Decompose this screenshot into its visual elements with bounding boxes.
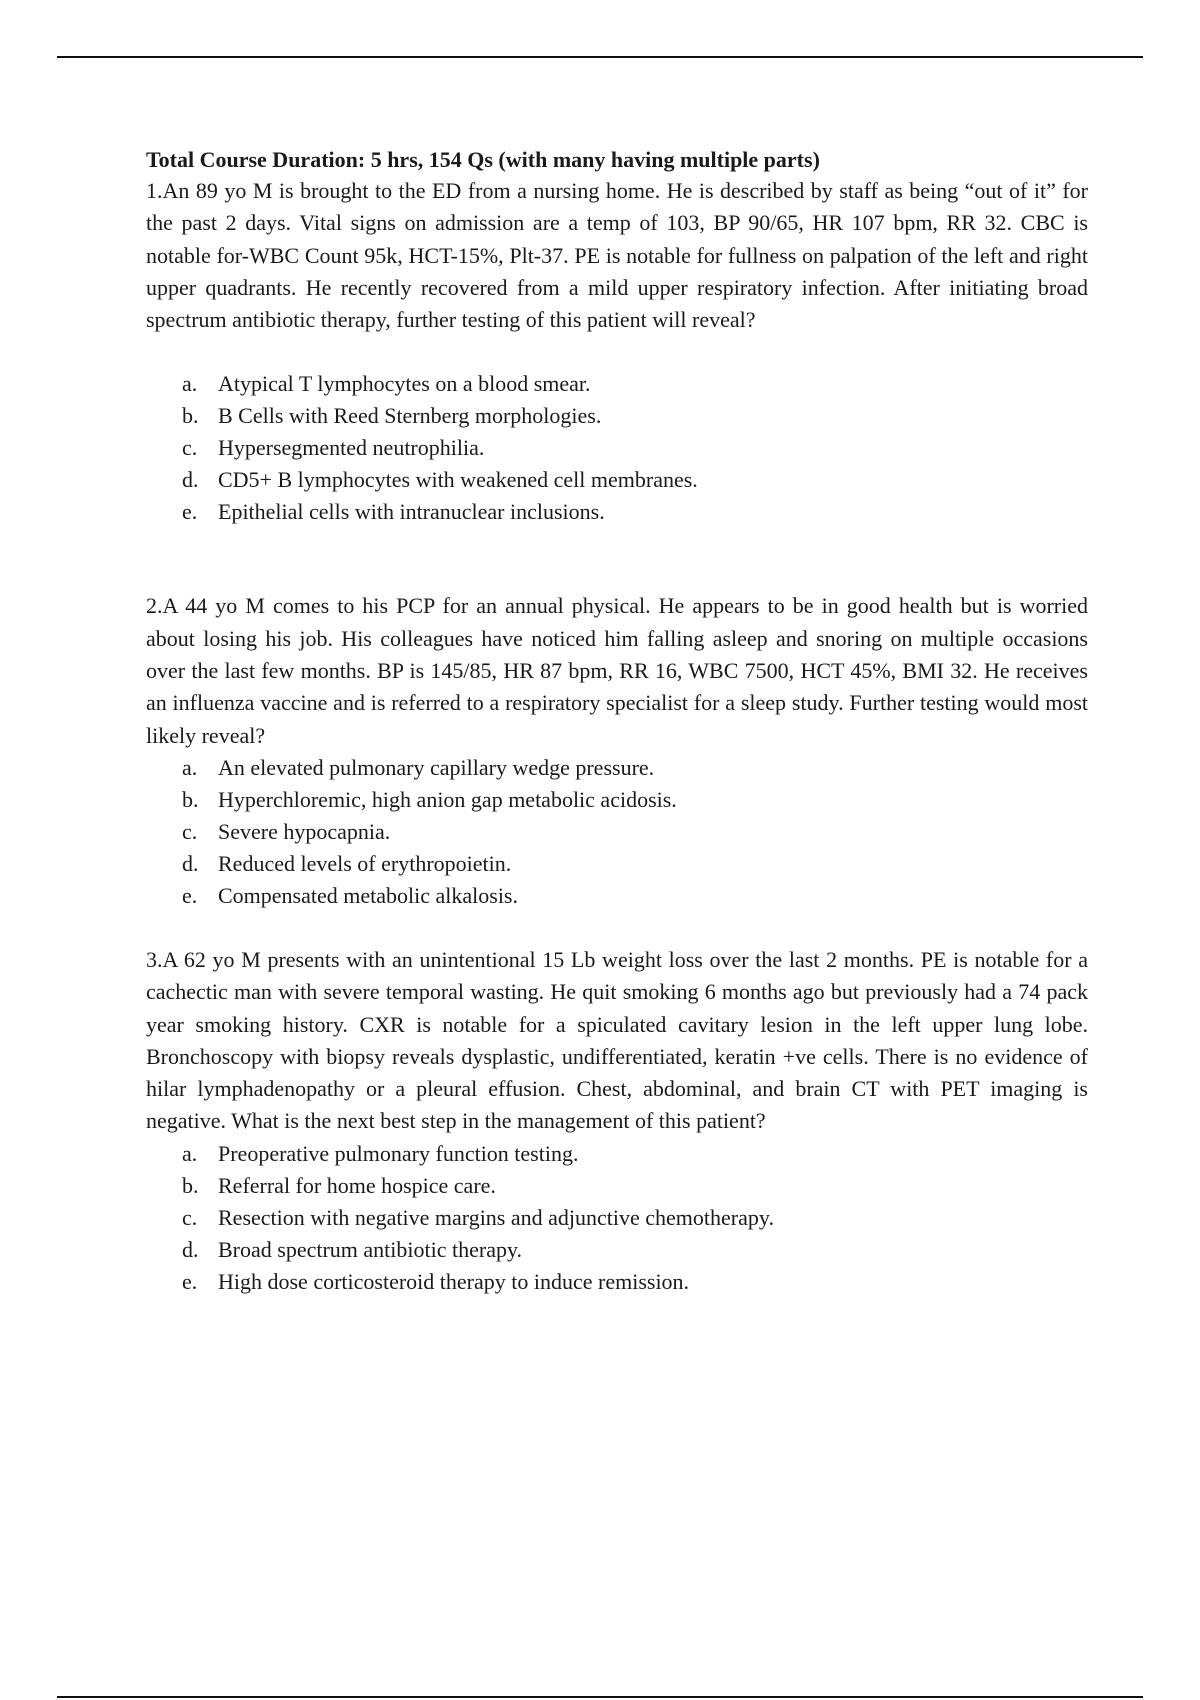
question-2 <box>146 590 1088 911</box>
option-text: An elevated pulmonary capillary wedge pressure. <box>218 754 655 780</box>
question-1-option-b <box>146 400 1088 432</box>
option-letter: e. <box>182 882 198 908</box>
document-content <box>146 145 1088 1298</box>
option-text: Resection with negative margins and adjunctive chemotherapy. <box>218 1204 774 1230</box>
option-text: B Cells with Reed Sternberg morphologies. <box>218 403 602 429</box>
option-letter: b. <box>182 403 199 429</box>
option-letter: a. <box>182 1140 198 1166</box>
option-text: Preoperative pulmonary function testing. <box>218 1140 579 1166</box>
question-3-option-e <box>146 1266 1088 1298</box>
option-text: CD5+ B lymphocytes with weakened cell membranes. <box>218 467 698 493</box>
question-3-options <box>146 1138 1088 1298</box>
option-letter: c. <box>182 1204 198 1230</box>
question-1-options <box>146 368 1088 528</box>
option-text: Reduced levels of erythropoietin. <box>218 850 512 876</box>
option-letter: a. <box>182 371 198 397</box>
question-3 <box>146 944 1088 1298</box>
question-2-stem: 2.A 44 yo M comes to his PCP for an annual physical. He appears to be in good health but is worried about losing his job. His colleagues have noticed him falling asleep and snoring on multiple occasions over the last few months. BP is 145/85, HR 87 bpm, RR 16, WBC 7500, HCT 45%, BMI 32. He receives an influenza vaccine and is referred to a respiratory specialist for a sleep study. Further testing would most likely reveal? <box>146 593 1088 748</box>
option-text: High dose corticosteroid therapy to induce remission. <box>218 1268 690 1294</box>
question-2-option-c <box>146 816 1088 848</box>
question-1-option-a <box>146 368 1088 400</box>
question-2-option-e <box>146 880 1088 912</box>
option-letter: e. <box>182 499 198 525</box>
question-2-option-b <box>146 784 1088 816</box>
question-3-option-b <box>146 1170 1088 1202</box>
option-text: Epithelial cells with intranuclear inclusions. <box>218 499 605 525</box>
top-rule <box>57 56 1143 58</box>
question-1-option-c <box>146 432 1088 464</box>
question-1-option-e <box>146 496 1088 528</box>
question-1-option-d <box>146 464 1088 496</box>
question-1-stem: 1.An 89 yo M is brought to the ED from a nursing home. He is described by staff as being “out of it” for the past 2 days. Vital signs on admission are a temp of 103, BP 90/65, HR 107 bpm, RR 32. CBC is notable for-WBC Count 95k, HCT-15%, Plt-37. PE is notable for fullness on palpation of the left and right upper quadrants. He recently recovered from a mild upper respiratory infection. After initiating broad spectrum antibiotic therapy, further testing of this patient will reveal? <box>146 178 1088 333</box>
option-text: Referral for home hospice care. <box>218 1172 496 1198</box>
option-text: Hyperchloremic, high anion gap metabolic acidosis. <box>218 786 677 812</box>
option-text: Atypical T lymphocytes on a blood smear. <box>218 371 591 397</box>
option-text: Broad spectrum antibiotic therapy. <box>218 1236 523 1262</box>
option-text: Compensated metabolic alkalosis. <box>218 882 518 908</box>
bottom-rule <box>57 1696 1143 1698</box>
option-letter: b. <box>182 1172 199 1198</box>
question-2-option-a <box>146 752 1088 784</box>
option-letter: b. <box>182 786 199 812</box>
option-letter: c. <box>182 818 198 844</box>
question-2-options <box>146 752 1088 912</box>
question-3-stem: 3.A 62 yo M presents with an unintentional 15 Lb weight loss over the last 2 months. PE is notable for a cachectic man with severe temporal wasting. He quit smoking 6 months ago but previously had a 74 pack year smoking history. CXR is notable for a spiculated cavitary lesion in the left upper lung lobe. Bronchoscopy with biopsy reveals dysplastic, undifferentiated, keratin +ve cells. There is no evidence of hilar lymphadenopathy or a pleural effusion. Chest, abdominal, and brain CT with PET imaging is negative. What is the next best step in the management of this patient? <box>146 946 1088 1134</box>
option-letter: a. <box>182 754 198 780</box>
option-letter: d. <box>182 1236 199 1262</box>
option-letter: d. <box>182 850 199 876</box>
option-letter: c. <box>182 435 198 461</box>
question-3-option-c <box>146 1202 1088 1234</box>
question-2-option-d <box>146 848 1088 880</box>
question-1 <box>146 175 1088 528</box>
option-text: Severe hypocapnia. <box>218 818 391 844</box>
course-title: Total Course Duration: 5 hrs, 154 Qs (with many having multiple parts) <box>146 147 820 172</box>
question-3-option-a <box>146 1138 1088 1170</box>
option-letter: d. <box>182 467 199 493</box>
option-text: Hypersegmented neutrophilia. <box>218 435 485 461</box>
question-3-option-d <box>146 1234 1088 1266</box>
option-letter: e. <box>182 1268 198 1294</box>
